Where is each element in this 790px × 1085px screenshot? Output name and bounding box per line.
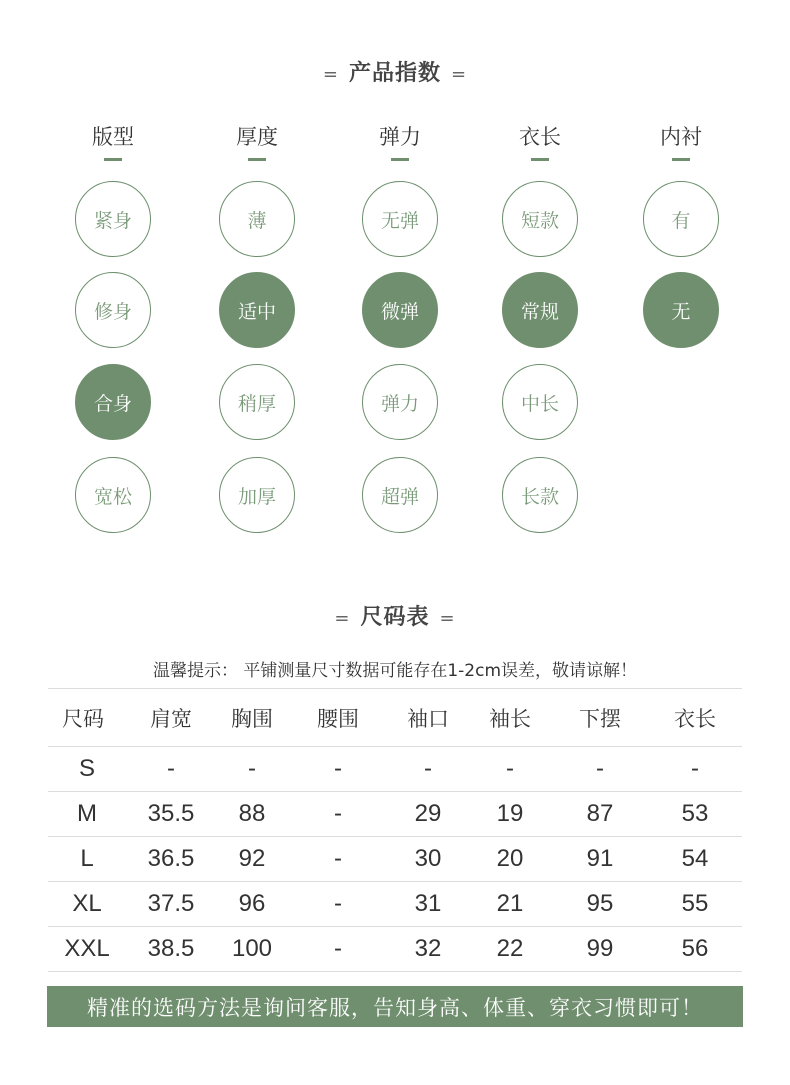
measurement-tip: 温馨提示： 平铺测量尺寸数据可能存在1-2cm误差，敬请谅解！: [152, 661, 638, 681]
index-option-selected: 常规: [502, 272, 578, 348]
measurement-cell: 99: [552, 927, 648, 972]
measurement-cell: 30: [388, 837, 468, 882]
table-header-cell: 袖口: [388, 689, 468, 747]
table-header-cell: 袖长: [468, 689, 552, 747]
index-option: 紧身: [75, 181, 151, 257]
index-option: 中长: [502, 364, 578, 440]
measurement-cell: 32: [388, 927, 468, 972]
table-header-cell: 尺码: [48, 689, 126, 747]
index-column-header: 弹力: [379, 125, 421, 149]
measurement-cell: -: [288, 837, 388, 882]
measurement-cell: -: [552, 747, 648, 792]
title-deco-right: =: [451, 64, 468, 85]
table-header-cell: 胸围: [216, 689, 288, 747]
index-column: [641, 122, 721, 161]
measurement-cell: 21: [468, 882, 552, 927]
index-column-header: 版型: [92, 125, 134, 149]
table-row: [48, 792, 742, 837]
title-deco-left: =: [322, 64, 339, 85]
measurement-cell: 36.5: [126, 837, 216, 882]
measurement-cell: 31: [388, 882, 468, 927]
product-index-title: [0, 56, 790, 87]
measurement-cell: 38.5: [126, 927, 216, 972]
measurement-cell: -: [648, 747, 742, 792]
measurement-cell: 37.5: [126, 882, 216, 927]
table-header-cell: 下摆: [552, 689, 648, 747]
index-option-selected: 适中: [219, 272, 295, 348]
size-label-cell: M: [48, 792, 126, 837]
measurement-cell: -: [468, 747, 552, 792]
measurement-cell: 22: [468, 927, 552, 972]
index-option: 薄: [219, 181, 295, 257]
table-header-cell: 腰围: [288, 689, 388, 747]
measurement-cell: -: [288, 792, 388, 837]
size-label-cell: XXL: [48, 927, 126, 972]
column-underline: [391, 158, 409, 161]
index-column-header: 厚度: [236, 125, 278, 149]
measurement-cell: 95: [552, 882, 648, 927]
index-option: 加厚: [219, 457, 295, 533]
measurement-cell: 54: [648, 837, 742, 882]
measurement-cell: -: [288, 747, 388, 792]
table-header-cell: 肩宽: [126, 689, 216, 747]
index-option: 宽松: [75, 457, 151, 533]
title-deco-right: =: [439, 608, 456, 629]
table-header-row: [48, 689, 742, 747]
measurement-cell: -: [288, 882, 388, 927]
size-label-cell: S: [48, 747, 126, 792]
index-option: 弹力: [362, 364, 438, 440]
table-row: [48, 882, 742, 927]
measurement-cell: -: [216, 747, 288, 792]
measurement-cell: 19: [468, 792, 552, 837]
measurement-cell: 91: [552, 837, 648, 882]
measurement-cell: 55: [648, 882, 742, 927]
index-option: 稍厚: [219, 364, 295, 440]
column-underline: [531, 158, 549, 161]
size-label-cell: L: [48, 837, 126, 882]
index-column-header: 衣长: [519, 125, 561, 149]
size-label-cell: XL: [48, 882, 126, 927]
measurement-cell: 53: [648, 792, 742, 837]
size-table: [48, 688, 742, 972]
measurement-cell: 87: [552, 792, 648, 837]
index-column-header: 内衬: [660, 125, 702, 149]
index-option: 超弹: [362, 457, 438, 533]
product-index-title-text: 产品指数: [348, 61, 441, 86]
table-row: [48, 837, 742, 882]
measurement-cell: 88: [216, 792, 288, 837]
column-underline: [672, 158, 690, 161]
measurement-cell: -: [288, 927, 388, 972]
sizing-advice-banner: 精准的选码方法是询问客服，告知身高、体重、穿衣习惯即可！: [47, 986, 743, 1027]
measurement-cell: 35.5: [126, 792, 216, 837]
index-option: 有: [643, 181, 719, 257]
index-option: 短款: [502, 181, 578, 257]
measurement-cell: 96: [216, 882, 288, 927]
measurement-cell: -: [126, 747, 216, 792]
index-option-selected: 合身: [75, 364, 151, 440]
index-option-selected: 微弹: [362, 272, 438, 348]
measurement-cell: 100: [216, 927, 288, 972]
index-option-selected: 无: [643, 272, 719, 348]
index-column: [360, 122, 440, 161]
measurement-cell: 92: [216, 837, 288, 882]
index-column: [500, 122, 580, 161]
measurement-cell: 56: [648, 927, 742, 972]
column-underline: [248, 158, 266, 161]
table-body: [48, 747, 742, 972]
measurement-cell: -: [388, 747, 468, 792]
title-deco-left: =: [334, 608, 351, 629]
index-option: 无弹: [362, 181, 438, 257]
size-chart-title: [0, 600, 790, 631]
index-option: 修身: [75, 272, 151, 348]
column-underline: [104, 158, 122, 161]
index-option: 长款: [502, 457, 578, 533]
measurement-cell: 29: [388, 792, 468, 837]
measurement-cell: 20: [468, 837, 552, 882]
table-header-cell: 衣长: [648, 689, 742, 747]
table-row: [48, 927, 742, 972]
table-row: [48, 747, 742, 792]
index-column: [73, 122, 153, 161]
size-chart-title-text: 尺码表: [360, 605, 430, 630]
index-column: [217, 122, 297, 161]
